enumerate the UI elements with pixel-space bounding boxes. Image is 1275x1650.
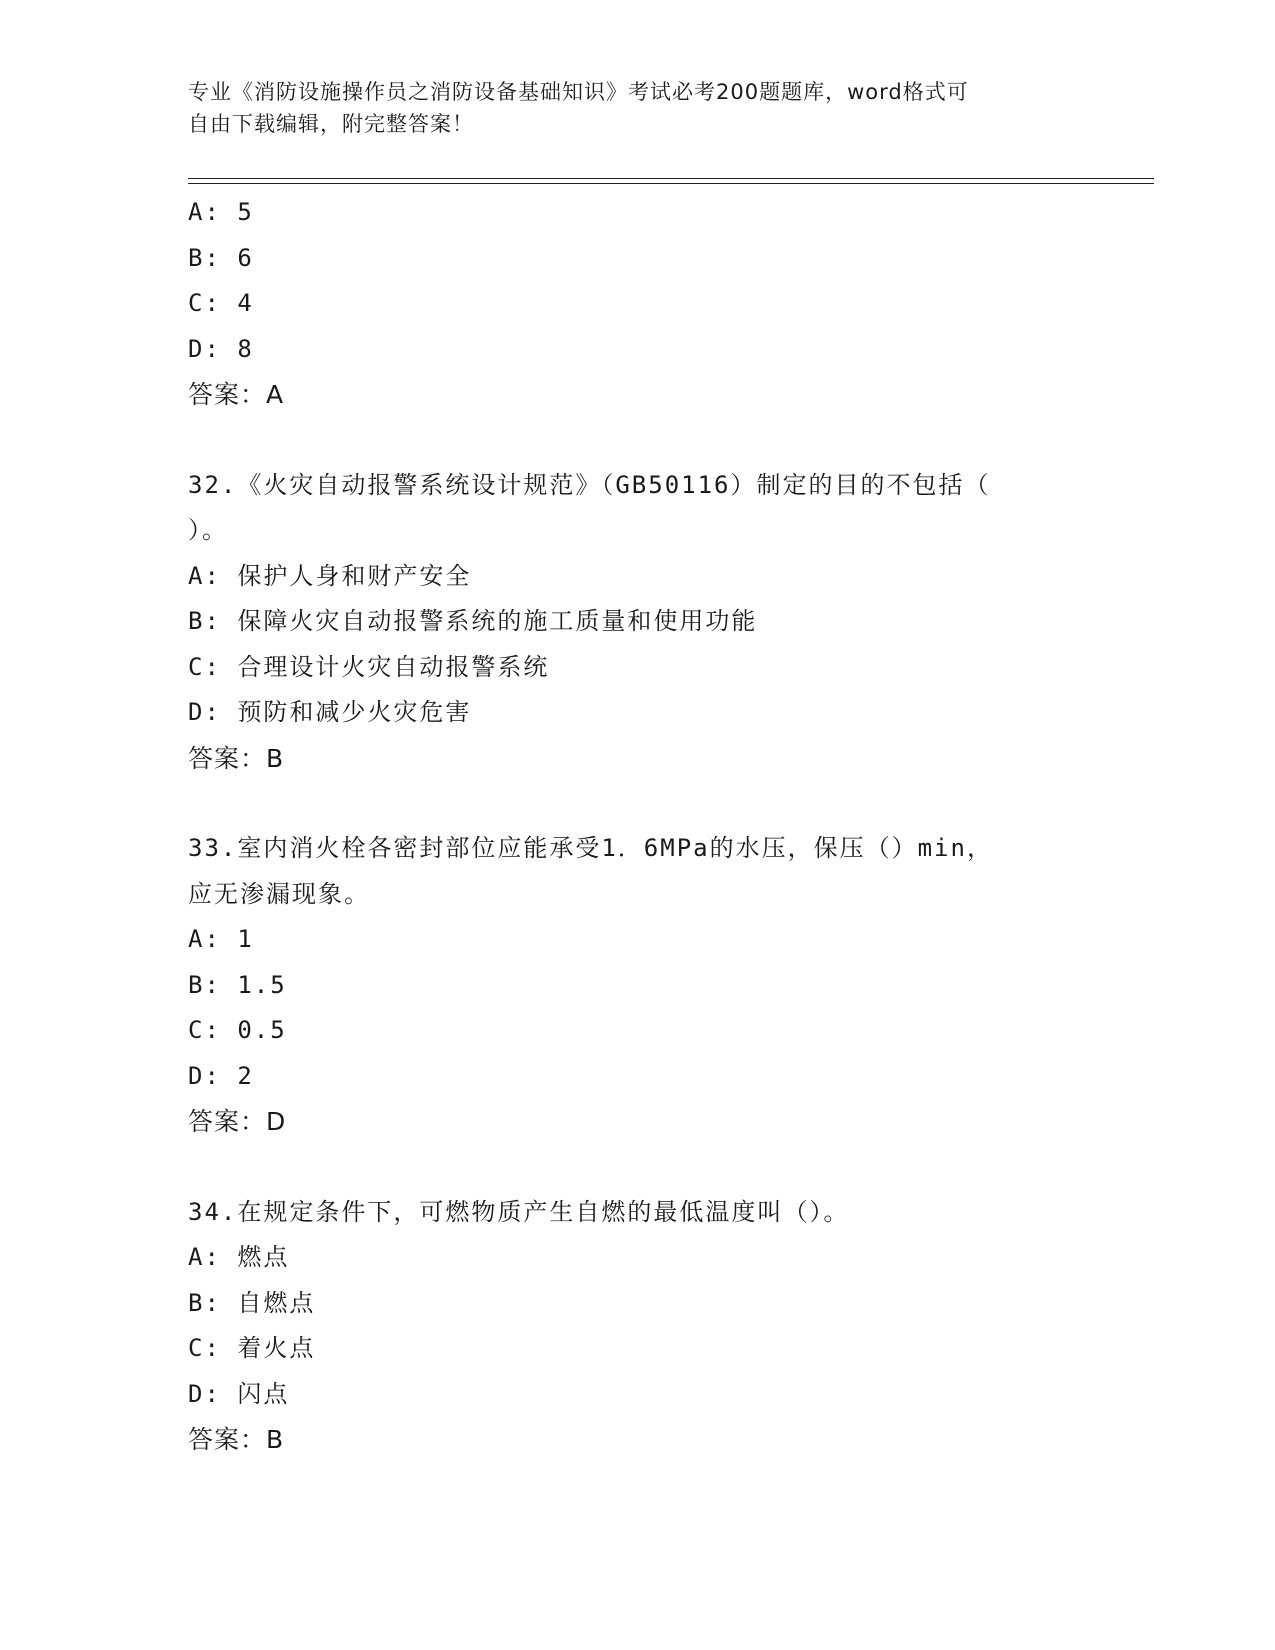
question-33 [188,826,1088,1145]
option-c: C: 0.5 [188,1016,287,1044]
option-b: B: 6 [188,243,254,272]
option-d: D: 8 [188,334,254,363]
option-b: B: 1.5 [188,970,287,999]
answer-line: 答案：B [188,1425,285,1454]
option-d: D: 2 [188,1061,254,1090]
question-stem-line-1: 32.《火灾自动报警系统设计规范》（GB50116）制定的目的不包括（ [188,470,991,499]
question-stem-line-1: 34.在规定条件下，可燃物质产生自燃的最低温度叫（）。 [188,1197,850,1226]
question-stem-line-2: ）。 [188,516,228,544]
question-32 [188,463,1088,782]
document-header [188,76,1088,140]
header-line-2: 自由下载编辑，附完整答案！ [188,112,474,136]
option-a: A: 保护人身和财产安全 [188,561,472,590]
header-rule-bottom [188,183,1154,184]
question-stem-line-1: 33.室内消火栓各密封部位应能承受1．6MPa的水压，保压（）min， [188,834,993,862]
answer-line: 答案：A [188,380,285,409]
option-d: D: 闪点 [188,1379,290,1408]
option-b: B: 自燃点 [188,1288,316,1317]
option-a: A: 5 [188,198,254,226]
question-34 [188,1190,1088,1463]
option-c: C: 4 [188,289,254,317]
option-a: A: 1 [188,925,254,953]
question-stem-line-2: 应无渗漏现象。 [188,879,370,908]
option-a: A: 燃点 [188,1243,290,1271]
option-c: C: 着火点 [188,1334,316,1362]
option-d: D: 预防和减少火灾危害 [188,698,472,726]
question-list [188,190,1088,1463]
question-31-continued [188,190,1088,418]
header-line-1: 专业《消防设施操作员之消防设备基础知识》考试必考200题题库，word格式可 [188,80,969,104]
answer-line: 答案：D [188,1107,287,1136]
header-rule-top [188,178,1154,179]
option-b: B: 保障火灾自动报警系统的施工质量和使用功能 [188,607,758,635]
answer-line: 答案：B [188,743,285,773]
option-c: C: 合理设计火灾自动报警系统 [188,652,550,681]
